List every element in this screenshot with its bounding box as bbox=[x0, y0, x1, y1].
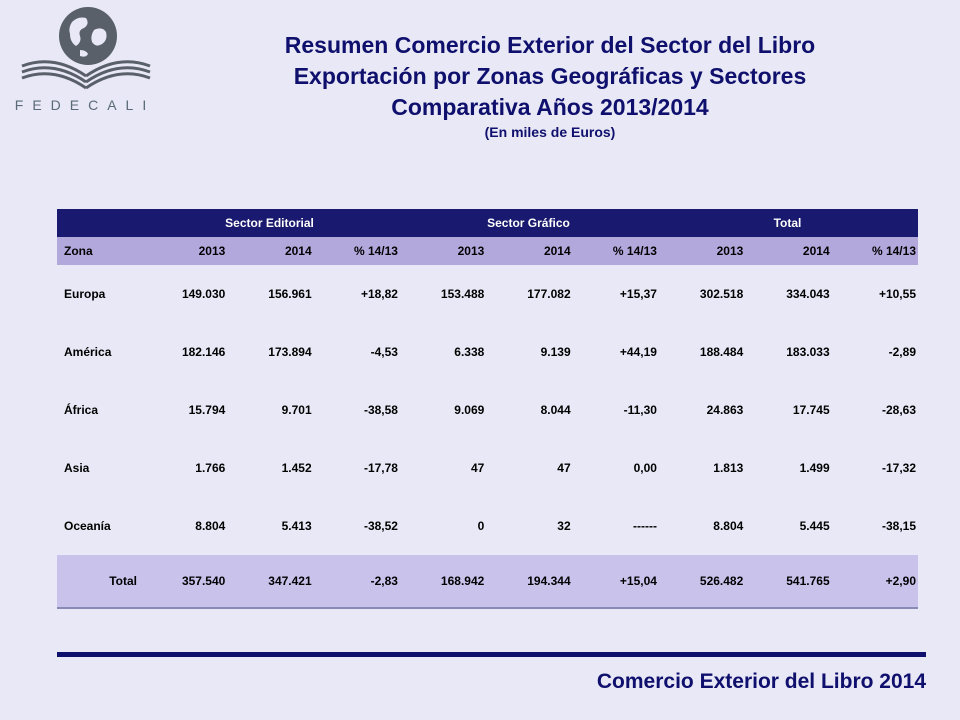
table-cell: 1.499 bbox=[799, 461, 830, 475]
total-cell: Total bbox=[57, 555, 141, 608]
table-cell: 9.701 bbox=[281, 403, 312, 417]
table-cell: -38,58 bbox=[363, 403, 398, 417]
table-row bbox=[57, 439, 918, 497]
table-cell: 17.745 bbox=[792, 403, 830, 417]
table-cell: 47 bbox=[470, 461, 485, 475]
table-cell: -2,89 bbox=[888, 345, 916, 359]
export-table bbox=[57, 209, 918, 609]
logo-text: FEDECALI bbox=[14, 97, 156, 113]
table-row bbox=[57, 323, 918, 381]
column-header: % 14/13 bbox=[573, 237, 659, 265]
table-cell: +18,82 bbox=[360, 287, 398, 301]
table-cell: 9.139 bbox=[540, 345, 571, 359]
total-cell: 541.765 bbox=[745, 555, 831, 608]
column-header: % 14/13 bbox=[832, 237, 918, 265]
table-cell: 32 bbox=[557, 519, 571, 533]
total-cell: +15,04 bbox=[573, 555, 659, 608]
table-cell: Oceanía bbox=[64, 519, 111, 533]
table-cell: 0 bbox=[477, 519, 485, 533]
table-cell: 15.794 bbox=[188, 403, 226, 417]
column-header: 2013 bbox=[659, 237, 745, 265]
total-cell: 194.344 bbox=[486, 555, 572, 608]
total-row bbox=[57, 555, 918, 608]
group-header-grafico: Sector Gráfico bbox=[400, 209, 659, 237]
table-cell: -4,53 bbox=[370, 345, 398, 359]
table-cell: 156.961 bbox=[268, 287, 312, 301]
table-cell: América bbox=[64, 345, 112, 359]
title-block bbox=[195, 30, 905, 140]
table-cell: -11,30 bbox=[623, 403, 657, 417]
footer-text: Comercio Exterior del Libro 2014 bbox=[596, 670, 926, 693]
table-cell: 8.044 bbox=[540, 403, 571, 417]
table-cell: 153.488 bbox=[440, 287, 485, 301]
table-cell: África bbox=[64, 403, 99, 417]
table-cell: 6.338 bbox=[454, 345, 485, 359]
column-header: 2013 bbox=[141, 237, 227, 265]
group-header-total: Total bbox=[659, 209, 918, 237]
total-cell: 168.942 bbox=[400, 555, 486, 608]
table-cell: 47 bbox=[557, 461, 571, 475]
table-cell: 173.894 bbox=[268, 345, 312, 359]
column-header: 2014 bbox=[227, 237, 313, 265]
column-header: 2014 bbox=[486, 237, 572, 265]
table-row bbox=[57, 381, 918, 439]
table-cell: 188.484 bbox=[699, 345, 744, 359]
total-cell: 347.421 bbox=[227, 555, 313, 608]
table-cell: 8.804 bbox=[713, 519, 744, 533]
table-cell: 24.863 bbox=[706, 403, 744, 417]
table-cell: +10,55 bbox=[878, 287, 916, 301]
total-cell: +2,90 bbox=[832, 555, 918, 608]
column-header-row bbox=[57, 237, 918, 265]
table-cell: 302.518 bbox=[699, 287, 744, 301]
footer-divider bbox=[57, 652, 926, 657]
table-cell: +15,37 bbox=[619, 287, 657, 301]
table-cell: 334.043 bbox=[786, 287, 830, 301]
table-cell: 5.445 bbox=[799, 519, 830, 533]
page-subtitle: (En miles de Euros) bbox=[484, 124, 616, 140]
total-cell: -2,83 bbox=[314, 555, 400, 608]
column-header: % 14/13 bbox=[314, 237, 400, 265]
table-cell: 1.766 bbox=[195, 461, 226, 475]
page-title-line-3: Comparativa Años 2013/2014 bbox=[391, 94, 709, 120]
group-header-blank bbox=[57, 209, 141, 237]
table-cell: 149.030 bbox=[181, 287, 226, 301]
table-cell: Asia bbox=[64, 461, 90, 475]
total-cell: 526.482 bbox=[659, 555, 745, 608]
globe-book-icon bbox=[10, 0, 160, 100]
table-cell: 182.146 bbox=[181, 345, 226, 359]
table-cell: -38,15 bbox=[881, 519, 916, 533]
column-header: 2013 bbox=[400, 237, 486, 265]
page-title-line-2: Exportación por Zonas Geográficas y Sectores bbox=[293, 63, 807, 89]
table-cell: 5.413 bbox=[281, 519, 312, 533]
column-header: Zona bbox=[57, 237, 141, 265]
table-cell: 183.033 bbox=[786, 345, 830, 359]
group-header-row bbox=[57, 209, 918, 237]
table-cell: 0,00 bbox=[633, 461, 657, 475]
table-cell: -17,78 bbox=[363, 461, 398, 475]
total-cell: 357.540 bbox=[141, 555, 227, 608]
table-cell: 8.804 bbox=[195, 519, 226, 533]
table-cell: ------ bbox=[632, 519, 657, 533]
page-title-line-1: Resumen Comercio Exterior del Sector del Libro bbox=[284, 32, 816, 58]
table-cell: -17,32 bbox=[881, 461, 916, 475]
column-header: 2014 bbox=[745, 237, 831, 265]
fedecali-logo bbox=[10, 0, 160, 130]
group-header-editorial: Sector Editorial bbox=[141, 209, 400, 237]
table-cell: 177.082 bbox=[527, 287, 571, 301]
table-cell: 1.452 bbox=[281, 461, 312, 475]
table-row bbox=[57, 497, 918, 555]
table-cell: Europa bbox=[64, 287, 106, 301]
table-cell: +44,19 bbox=[619, 345, 657, 359]
table-cell: 1.813 bbox=[713, 461, 744, 475]
table-cell: -28,63 bbox=[881, 403, 916, 417]
table-row bbox=[57, 265, 918, 323]
table-cell: -38,52 bbox=[363, 519, 398, 533]
table-cell: 9.069 bbox=[454, 403, 485, 417]
